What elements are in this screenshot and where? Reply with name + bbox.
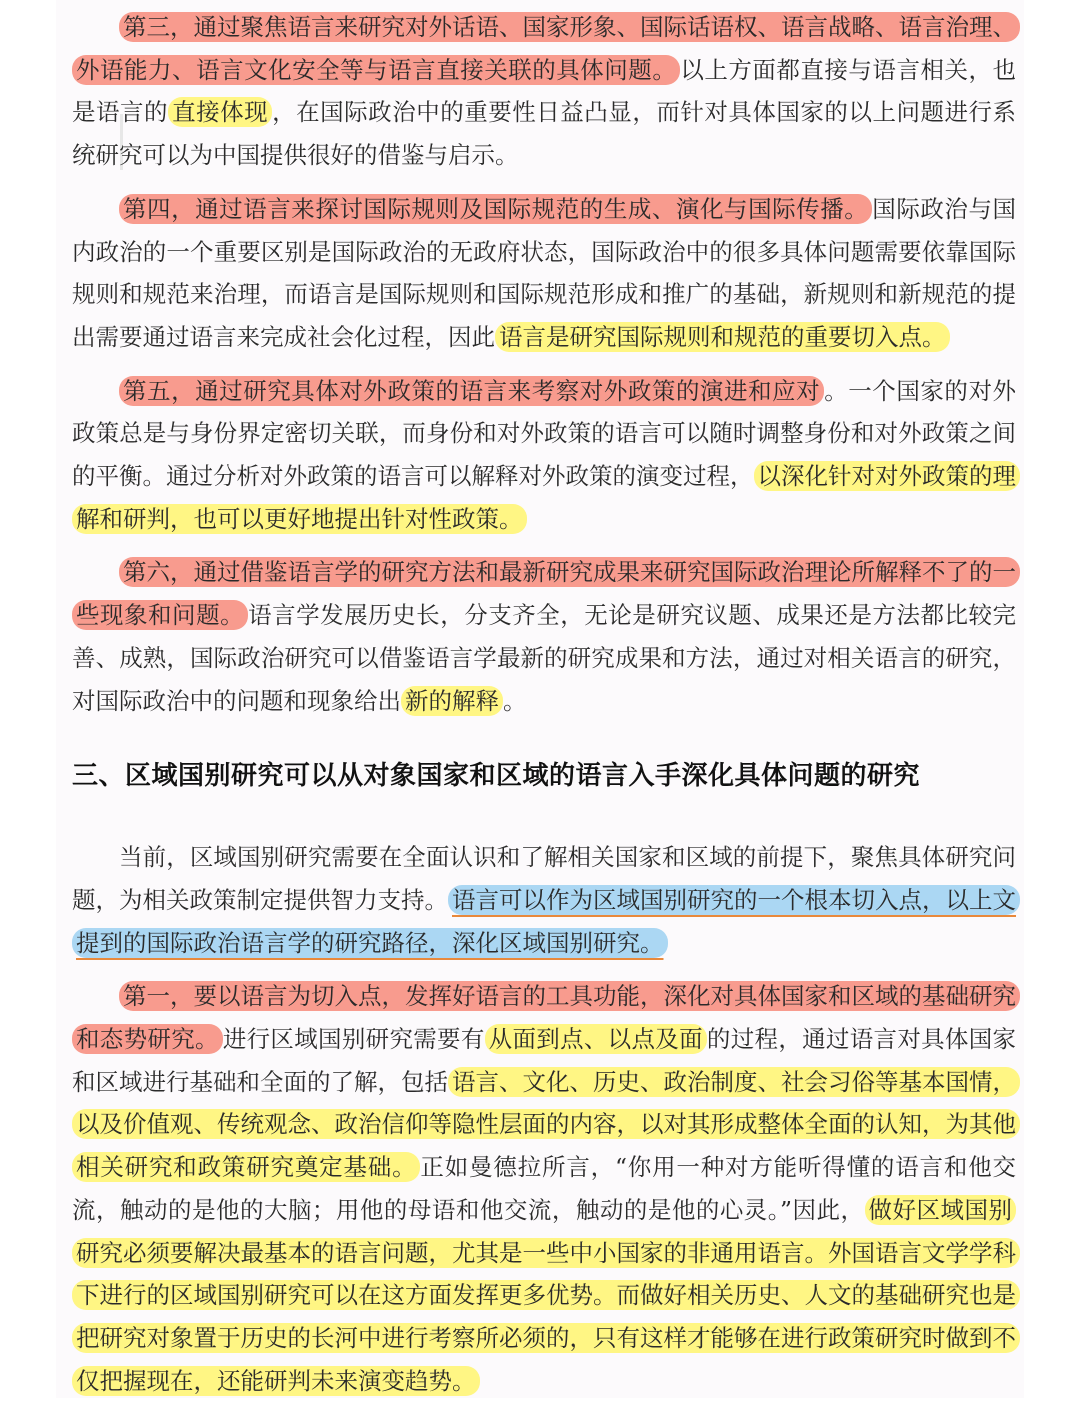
paragraph-first bbox=[72, 975, 1016, 1402]
highlight-yellow: 从面到点、以点及面 bbox=[485, 1024, 707, 1054]
body-text: 以上方面都直接与语言相关，也是语言的 bbox=[72, 55, 1016, 127]
highlight-red: 第五，通过研究具体对外政策的语言来考察对外政策的演进和应对 bbox=[119, 376, 824, 406]
body-text: ，在国际政治中的重要性日益凸显，而针对具体国家的以上问题进行系统研究可以为中国提供很好的借鉴与启示。 bbox=[72, 98, 1017, 170]
highlight-red: 第四，通过语言来探讨国际规则及国际规范的生成、演化与国际传播。 bbox=[119, 194, 872, 224]
body-text: 的过程，通过语言对具体国家和区域进行基础和全面的了解，包括 bbox=[72, 1025, 1017, 1096]
highlight-yellow: 以深化针对对外政策的理解和研判，也可以更好地提出针对性政策。 bbox=[72, 461, 1020, 534]
paragraph-sixth bbox=[72, 551, 1016, 722]
body-text: 国际政治与国内政治的一个重要区别是国际政治的无政府状态，国际政治中的很多具体问题需要依靠国际规则和规范来治理，而语言是国际规则和国际规范形成和推广的基础，新规则和新规范的提出需要通过语言来完成社会化过程，因此 bbox=[72, 194, 1017, 351]
document-body bbox=[72, 6, 1016, 1402]
body-text: 进行区域国别研究需要有 bbox=[222, 1025, 485, 1054]
highlight-yellow: 做好区域国别研究必须要解决最基本的语言问题，尤其是一些中小国家的非通用语言。外国语言文学学科下进行的区域国别研究可以在这方面发挥更多优势。而做好相关历史、人文的基础研究也是把研究对象置于历史的长河中进行考察所必须的，只有这样才能够在进行政策研究时做到不仅把握现在，还能研判未来演变趋势。 bbox=[72, 1195, 1020, 1396]
highlight-red: 第一，要以语言为切入点，发挥好语言的工具功能，深化对具体国家和区域的基础研究和态势研究。 bbox=[72, 981, 1020, 1054]
paragraph-fourth bbox=[72, 188, 1016, 359]
document-page bbox=[56, 0, 1024, 1398]
paragraph-third bbox=[72, 6, 1016, 177]
highlight-blue: 语言可以作为区域国别研究的一个根本切入点，以上文提到的国际政治语言学的研究路径，深化区域国别研究。 bbox=[72, 885, 1020, 958]
body-text: 当前，区域国别研究需要在全面认识和了解相关国家和区域的前提下，聚焦具体研究问题，为相关政策制定提供智力支持。 bbox=[72, 843, 1016, 914]
body-text: 。 bbox=[503, 686, 527, 715]
body-text: 语言学发展历史长，分支齐全，无论是研究议题、成果还是方法都比较完善、成熟，国际政治研究可以借鉴语言学最新的研究成果和方法，通过对相关语言的研究，对国际政治中的问题和现象给出 bbox=[72, 601, 1017, 715]
highlight-red: 第六，通过借鉴语言学的研究方法和最新研究成果来研究国际政治理论所解释不了的一些现象和问题。 bbox=[72, 557, 1020, 630]
body-text: 。一个国家的对外政策总是与身份界定密切关联，而身份和对外政策的语言可以随时调整身份和对外政策之间的平衡。通过分析对外政策的语言可以解释对外政策的演变过程， bbox=[72, 376, 1017, 491]
body-text: 正如曼德拉所言，“你用一种对方能听得懂的语言和他交流，触动的是他的大脑；用他的母语和他交流，触动的是他的心灵。”因此， bbox=[72, 1153, 1017, 1224]
section-heading: 三、区域国别研究可以从对象国家和区域的语言入手深化具体问题的研究 bbox=[72, 761, 921, 792]
highlight-red: 第三，通过聚焦语言来研究对外话语、国家形象、国际话语权、语言战略、语言治理、外语能力、语言文化安全等与语言直接关联的具体问题。 bbox=[72, 12, 1020, 85]
paragraph-fifth bbox=[72, 370, 1016, 541]
highlight-yellow: 新的解释 bbox=[401, 686, 503, 716]
highlight-yellow: 语言、文化、历史、政治制度、社会习俗等基本国情，以及价值观、传统观念、政治信仰等隐性层面的内容，以对其形成整体全面的认知，为其他相关研究和政策研究奠定基础。 bbox=[72, 1067, 1020, 1182]
highlight-yellow: 直接体现 bbox=[168, 97, 272, 127]
highlight-yellow: 语言是研究国际规则和规范的重要切入点。 bbox=[495, 322, 950, 352]
paragraph-intro bbox=[72, 836, 1016, 964]
